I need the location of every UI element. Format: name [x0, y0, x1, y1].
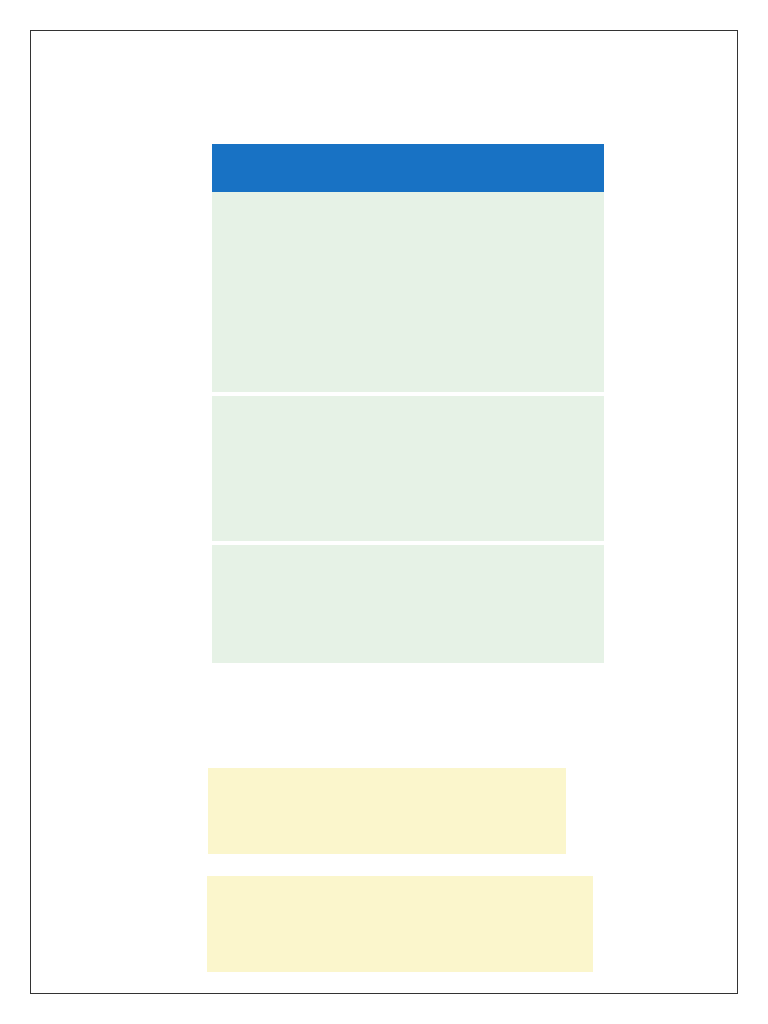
balance-sheet-header: [212, 144, 604, 192]
assets-panel: [212, 192, 604, 392]
loss-box: [207, 876, 593, 972]
section-heading: [68, 80, 90, 95]
liabilities-panel: [212, 396, 604, 541]
additional-info-panel: [212, 545, 604, 663]
depreciation-box: [208, 768, 566, 854]
